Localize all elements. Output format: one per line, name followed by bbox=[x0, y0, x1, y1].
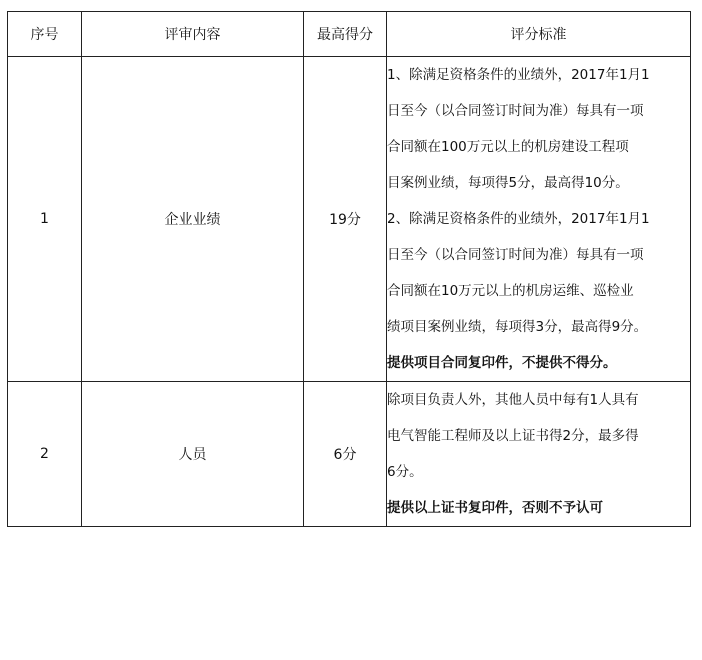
row-max-score: 19分 bbox=[304, 57, 387, 382]
header-criteria: 评分标准 bbox=[387, 12, 691, 57]
row-item: 企业业绩 bbox=[82, 57, 304, 382]
row-num: 2 bbox=[8, 382, 82, 527]
table-row bbox=[8, 382, 691, 527]
criteria-requirement: 提供项目合同复印件，不提供不得分。 bbox=[387, 355, 617, 371]
criteria-line: 日至今（以合同签订时间为准）每具有一项 bbox=[387, 103, 644, 119]
criteria-line: 除项目负责人外，其他人员中每有1人具有 bbox=[387, 392, 639, 408]
criteria-line: 日至今（以合同签订时间为准）每具有一项 bbox=[387, 247, 644, 263]
criteria-line: 电气智能工程师及以上证书得2分，最多得 bbox=[387, 428, 639, 444]
criteria-line: 合同额在100万元以上的机房建设工程项 bbox=[387, 139, 629, 155]
header-item: 评审内容 bbox=[82, 12, 304, 57]
criteria-requirement: 提供以上证书复印件，否则不予认可 bbox=[387, 500, 603, 516]
row-criteria bbox=[387, 382, 691, 527]
criteria-line: 6分。 bbox=[387, 464, 423, 480]
row-criteria bbox=[387, 57, 691, 382]
scoring-table bbox=[7, 11, 691, 527]
row-max-score: 6分 bbox=[304, 382, 387, 527]
criteria-line: 1、除满足资格条件的业绩外，2017年1月1 bbox=[387, 67, 650, 83]
criteria-line: 绩项目案例业绩，每项得3分，最高得9分。 bbox=[387, 319, 648, 335]
row-num: 1 bbox=[8, 57, 82, 382]
criteria-line: 目案例业绩，每项得5分，最高得10分。 bbox=[387, 175, 629, 191]
header-max-score: 最高得分 bbox=[304, 12, 387, 57]
row-item: 人员 bbox=[82, 382, 304, 527]
table-row bbox=[8, 57, 691, 382]
header-num: 序号 bbox=[8, 12, 82, 57]
criteria-line: 2、除满足资格条件的业绩外，2017年1月1 bbox=[387, 211, 650, 227]
criteria-line: 合同额在10万元以上的机房运维、巡检业 bbox=[387, 283, 634, 299]
header-row bbox=[8, 12, 691, 57]
